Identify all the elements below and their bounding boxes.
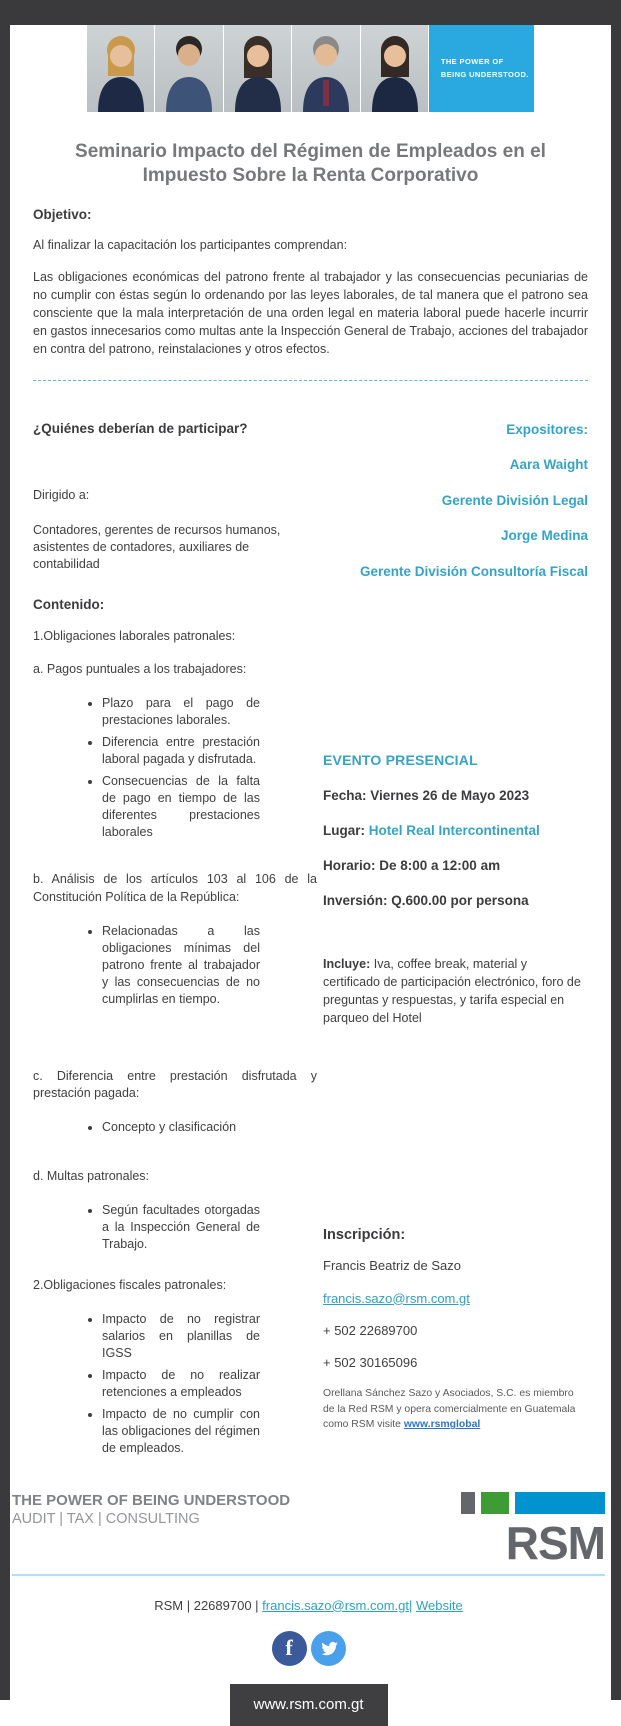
person-silhouette-icon — [292, 25, 360, 112]
bullet-list-d — [88, 1202, 260, 1253]
right-column — [317, 421, 588, 1462]
person-photo — [292, 25, 359, 112]
incluye-text: Iva, coffee break, material y certificado de participación electrónico, foro de preguntas y respuestas, y tarifa especial en parqueo del Hotel — [323, 957, 581, 1025]
evento-inversion: Inversión: Q.600.00 por persona — [323, 893, 529, 909]
contenido-item-2: 2.Obligaciones fiscales patronales: — [33, 1277, 227, 1292]
bullet-list-b — [88, 923, 260, 1008]
evento-incluye — [323, 956, 585, 1027]
person-silhouette-icon — [224, 25, 292, 112]
footer-services: AUDIT | TAX | CONSULTING — [12, 1511, 200, 1528]
evento-horario: Horario: De 8:00 a 12:00 am — [323, 858, 501, 874]
footer-divider — [12, 1574, 605, 1576]
evento-heading: EVENTO PRESENCIAL — [323, 752, 478, 769]
banner-tagline — [429, 25, 534, 112]
list-item: • Relacionadas a las obligaciones mínimas del patrono frente al trabajador y las consecuencias de no cumplirlas en tiempo. — [102, 923, 260, 1008]
evento-lugar — [323, 823, 588, 838]
expositor-name: Aara Waight — [509, 457, 588, 473]
banner-tagline-line1: THE POWER OF — [440, 56, 504, 66]
footer — [10, 1492, 611, 1726]
expositores-heading: Expositores: — [506, 421, 588, 437]
person-silhouette-icon — [361, 25, 429, 112]
objetivo-body: Las obligaciones económicas del patrono frente al trabajador y las consecuencias pecuniarias de no cumplir con éstas según lo ordenando por las leyes laborales, de tal manera que el patrono sea consciente que la mala interpretación de una orden legal en materia laboral puede hacerle incurrir en gastos innecesarios como multas ante la Inspección General de Trabajo, acciones del trabajador en contra del patrono, reinstalaciones y otros efectos. — [33, 269, 588, 356]
main-columns — [33, 421, 588, 1462]
rsmglobal-link[interactable]: www.rsmglobal — [403, 1419, 481, 1431]
expositores-block — [323, 421, 588, 581]
inscripcion-name: Francis Beatriz de Sazo — [323, 1258, 462, 1274]
list-item: • Diferencia entre prestación laboral pagada y disfrutada. — [102, 734, 260, 768]
inscripcion-phone-2: + 502 30165096 — [323, 1354, 418, 1370]
footer-contact-prefix: RSM | 22689700 | — [154, 1597, 263, 1613]
rsm-logo — [461, 1492, 605, 1569]
list-item: • Impacto de no realizar retenciones a empleados — [102, 1367, 260, 1401]
footer-contact-line — [12, 1598, 605, 1613]
footer-email-link[interactable]: francis.sazo@rsm.com.gt| — [262, 1597, 413, 1613]
facebook-icon[interactable] — [272, 1631, 307, 1666]
logo-square-gray — [461, 1492, 475, 1514]
contenido-item-c: c. Diferencia entre prestación disfrutada y prestación pagada: — [33, 1068, 317, 1101]
list-item: • Según facultades otorgadas a la Inspección General de Trabajo. — [102, 1202, 260, 1253]
expositor-role: Gerente División Consultoría Fiscal — [359, 563, 588, 579]
dirigido-label: Dirigido a: — [33, 487, 90, 502]
twitter-bird-icon — [318, 1638, 339, 1659]
contenido-item-b: b. Análisis de los artículos 103 al 106 de la Constitución Política de la República: — [33, 872, 317, 904]
list-item: • Impacto de no registrar salarios en planillas de IGSS — [102, 1311, 260, 1362]
contenido-item-a: a. Pagos puntuales a los trabajadores: — [33, 662, 247, 677]
legal-note — [323, 1386, 588, 1433]
footer-website-link[interactable]: Website — [416, 1597, 463, 1613]
header-banner-image — [87, 25, 534, 112]
rsm-logo-squares-icon — [461, 1492, 605, 1514]
evento-fecha: Fecha: Viernes 26 de Mayo 2023 — [323, 788, 530, 804]
dashed-divider — [33, 380, 588, 381]
banner-tagline-line2: BEING UNDERSTOOD. — [440, 69, 529, 79]
bullet-list-a — [88, 695, 260, 841]
person-photo — [155, 25, 222, 112]
logo-square-blue — [515, 1492, 605, 1514]
expositor-role: Gerente División Legal — [441, 492, 588, 508]
footer-brand-text — [12, 1492, 290, 1528]
incluye-label: Incluye: — [323, 957, 371, 972]
dirigido-text: Contadores, gerentes de recursos humanos, asistentes de contadores, auxiliares de contabilidad — [33, 522, 281, 571]
page-title: Seminario Impacto del Régimen de Empleados en el Impuesto Sobre la Renta Corporativo — [75, 141, 546, 187]
social-icons — [12, 1631, 605, 1666]
person-photo — [361, 25, 428, 112]
facebook-glyph: f — [285, 1635, 293, 1661]
left-column — [33, 421, 317, 1462]
twitter-icon[interactable] — [311, 1631, 346, 1666]
footer-tagline: THE POWER OF BEING UNDERSTOOD — [12, 1491, 291, 1509]
contenido-item-d: d. Multas patronales: — [33, 1169, 150, 1184]
person-silhouette-icon — [87, 25, 155, 112]
lugar-label: Lugar: — [323, 823, 369, 839]
contenido-item-1: 1.Obligaciones laborales patronales: — [33, 628, 236, 643]
inscripcion-phone-1: + 502 22689700 — [323, 1322, 418, 1338]
participants-heading: ¿Quiénes deberían de participar? — [33, 420, 248, 436]
person-photo — [87, 25, 154, 112]
inscripcion-email-link[interactable]: francis.sazo@rsm.com.gt — [323, 1290, 470, 1306]
rsm-logo-text: RSM — [505, 1516, 605, 1569]
person-photo — [224, 25, 291, 112]
inscripcion-heading: Inscripción: — [323, 1227, 406, 1244]
contenido-heading: Contenido: — [33, 596, 105, 612]
lugar-value: Hotel Real Intercontinental — [368, 823, 540, 839]
list-item: • Plazo para el pago de prestaciones laborales. — [102, 695, 260, 729]
bullet-list-2 — [88, 1311, 260, 1457]
person-silhouette-icon — [155, 25, 223, 112]
objetivo-intro: Al finalizar la capacitación los participantes comprendan: — [33, 237, 348, 252]
website-button[interactable]: www.rsm.com.gt — [230, 1684, 388, 1726]
email-body — [10, 25, 611, 1714]
list-item: • Impacto de no cumplir con las obligaciones del régimen de empleados. — [102, 1406, 260, 1457]
bullet-list-c — [88, 1119, 260, 1136]
expositor-name: Jorge Medina — [500, 528, 588, 544]
objetivo-heading: Objetivo: — [33, 206, 92, 222]
legal-text: Orellana Sánchez Sazo y Asociados, S.C. es miembro de la Red RSM y opera comercialmente en Guatemala como RSM visite — [323, 1388, 576, 1431]
logo-square-green — [481, 1492, 509, 1514]
list-item: • Consecuencias de la falta de pago en tiempo de las diferentes prestaciones laborales — [102, 773, 260, 841]
list-item: • Concepto y clasificación — [102, 1119, 260, 1136]
